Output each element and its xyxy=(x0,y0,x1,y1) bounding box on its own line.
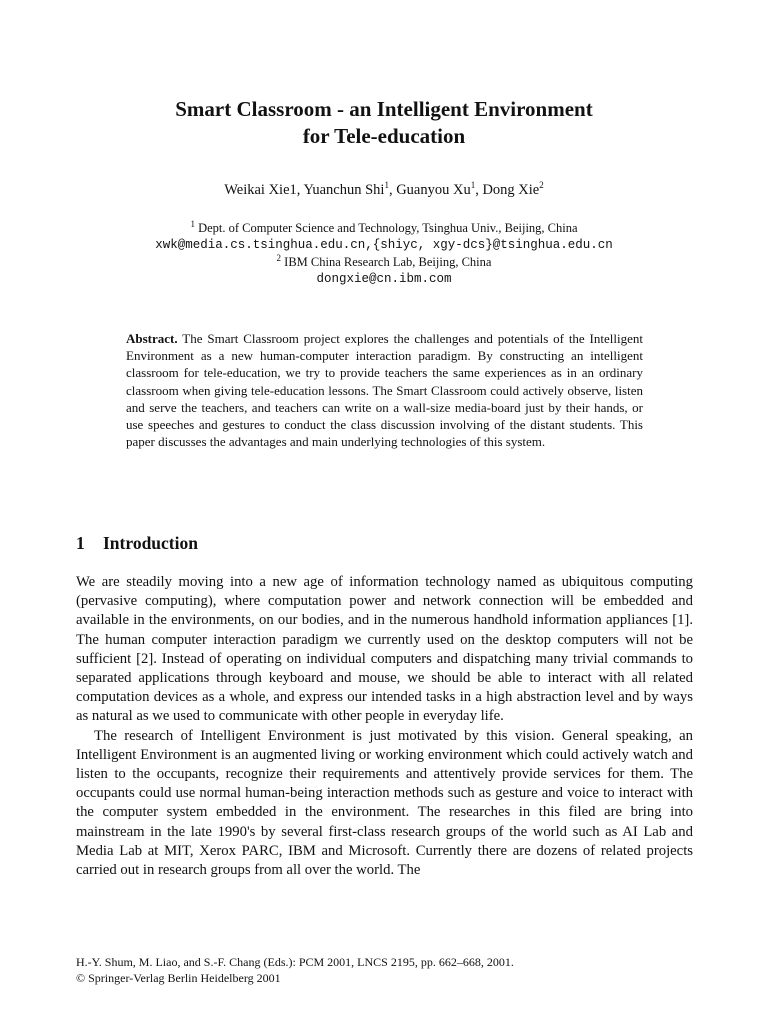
affiliation-2-text: IBM China Research Lab, Beijing, China xyxy=(281,255,492,269)
author-list xyxy=(0,180,768,200)
affiliation-1-text: Dept. of Computer Science and Technology, Tsinghua Univ., Beijing, China xyxy=(194,221,578,235)
page-footer xyxy=(76,954,693,986)
author-4: Dong Xie xyxy=(482,182,540,198)
paragraph-2: The research of Intelligent Environment is just motivated by this vision. General speaking, an Intelligent Environment is an augmented living or working environment which could actively watch and listen to the occupants, recognize their requirements and attentively provide services for them. The occupants could use normal human-being interaction methods such as gesture and voice to interact with the computer system embedded in the environment. The researches in this filed are bring into mainstream in the late 1990's by several first-class research groups of the world such as AI Lab and Media Lab at MIT, Xerox PARC, IBM and Microsoft. Currently there are dozens of related projects carried out in research groups from all over the world. The xyxy=(76,727,693,879)
section-title: Introduction xyxy=(103,533,198,553)
author-4-affiliation-mark: 2 xyxy=(539,180,544,191)
affiliation-2-email: dongxie@cn.ibm.com xyxy=(316,272,452,286)
title-line-1: Smart Classroom - an Intelligent Environment xyxy=(175,97,593,121)
author-separator: , xyxy=(475,182,483,198)
author-1: Weikai Xie1, xyxy=(224,182,304,198)
author-3: Guanyou Xu xyxy=(396,182,471,198)
footer-copyright: © Springer-Verlag Berlin Heidelberg 2001 xyxy=(76,971,281,985)
affiliation-2-mark: 2 xyxy=(276,252,282,263)
author-2: Yuanchun Shi xyxy=(303,182,385,198)
title-line-2: for Tele-education xyxy=(302,124,466,148)
paper-title xyxy=(0,96,768,150)
affiliation-2 xyxy=(0,254,768,288)
author-2-affiliation-mark: 1 xyxy=(384,180,389,191)
section-number: 1 xyxy=(76,533,85,553)
abstract-label: Abstract. xyxy=(126,331,178,346)
section-heading xyxy=(76,532,198,554)
footer-citation: H.-Y. Shum, M. Liao, and S.-F. Chang (Eds.): PCM 2001, LNCS 2195, pp. 662–668, 2001. xyxy=(76,955,514,969)
author-3-affiliation-mark: 1 xyxy=(470,180,476,191)
affiliation-1-email: xwk@media.cs.tsinghua.edu.cn,{shiyc, xgy-dcs}@tsinghua.edu.cn xyxy=(155,238,613,252)
abstract-text: The Smart Classroom project explores the challenges and potentials of the Intelligent Environment as a new human-computer interaction paradigm. By constructing an intelligent classroom for tele-education, we try to provide teachers the same experiences as in an ordinary classroom when giving tele-education lessons. The Smart Classroom could actively observe, listen and serve the teachers, and teachers can write on a wall-size media-board just by their hands, or use speeches and gestures to conduct the class discussion involving of the distant students. This paper discusses the advantages and main underlying technologies of this system. xyxy=(126,331,643,450)
body-text xyxy=(76,573,693,880)
affiliation-1-mark: 1 xyxy=(190,218,195,229)
abstract xyxy=(126,330,643,450)
affiliation-1 xyxy=(0,220,768,254)
paragraph-1: We are steadily moving into a new age of information technology named as ubiquitous computing (pervasive computing), where computation power and network connection will be embedded and available in the environments, on our bodies, and in the numerous handhold information appliances [1]. The human computer interaction paradigm we currently used on the desktop computers will not be sufficient [2]. Instead of operating on individual computers and dispatching many trivial commands to separated applications through keyboard and mouse, we should be able to interact with all related computation devices as a whole, and express our intended tasks in a high abstraction level and by ways as natural as we used to communicate with other people in everyday life. xyxy=(76,574,693,725)
author-separator: , xyxy=(388,182,397,198)
